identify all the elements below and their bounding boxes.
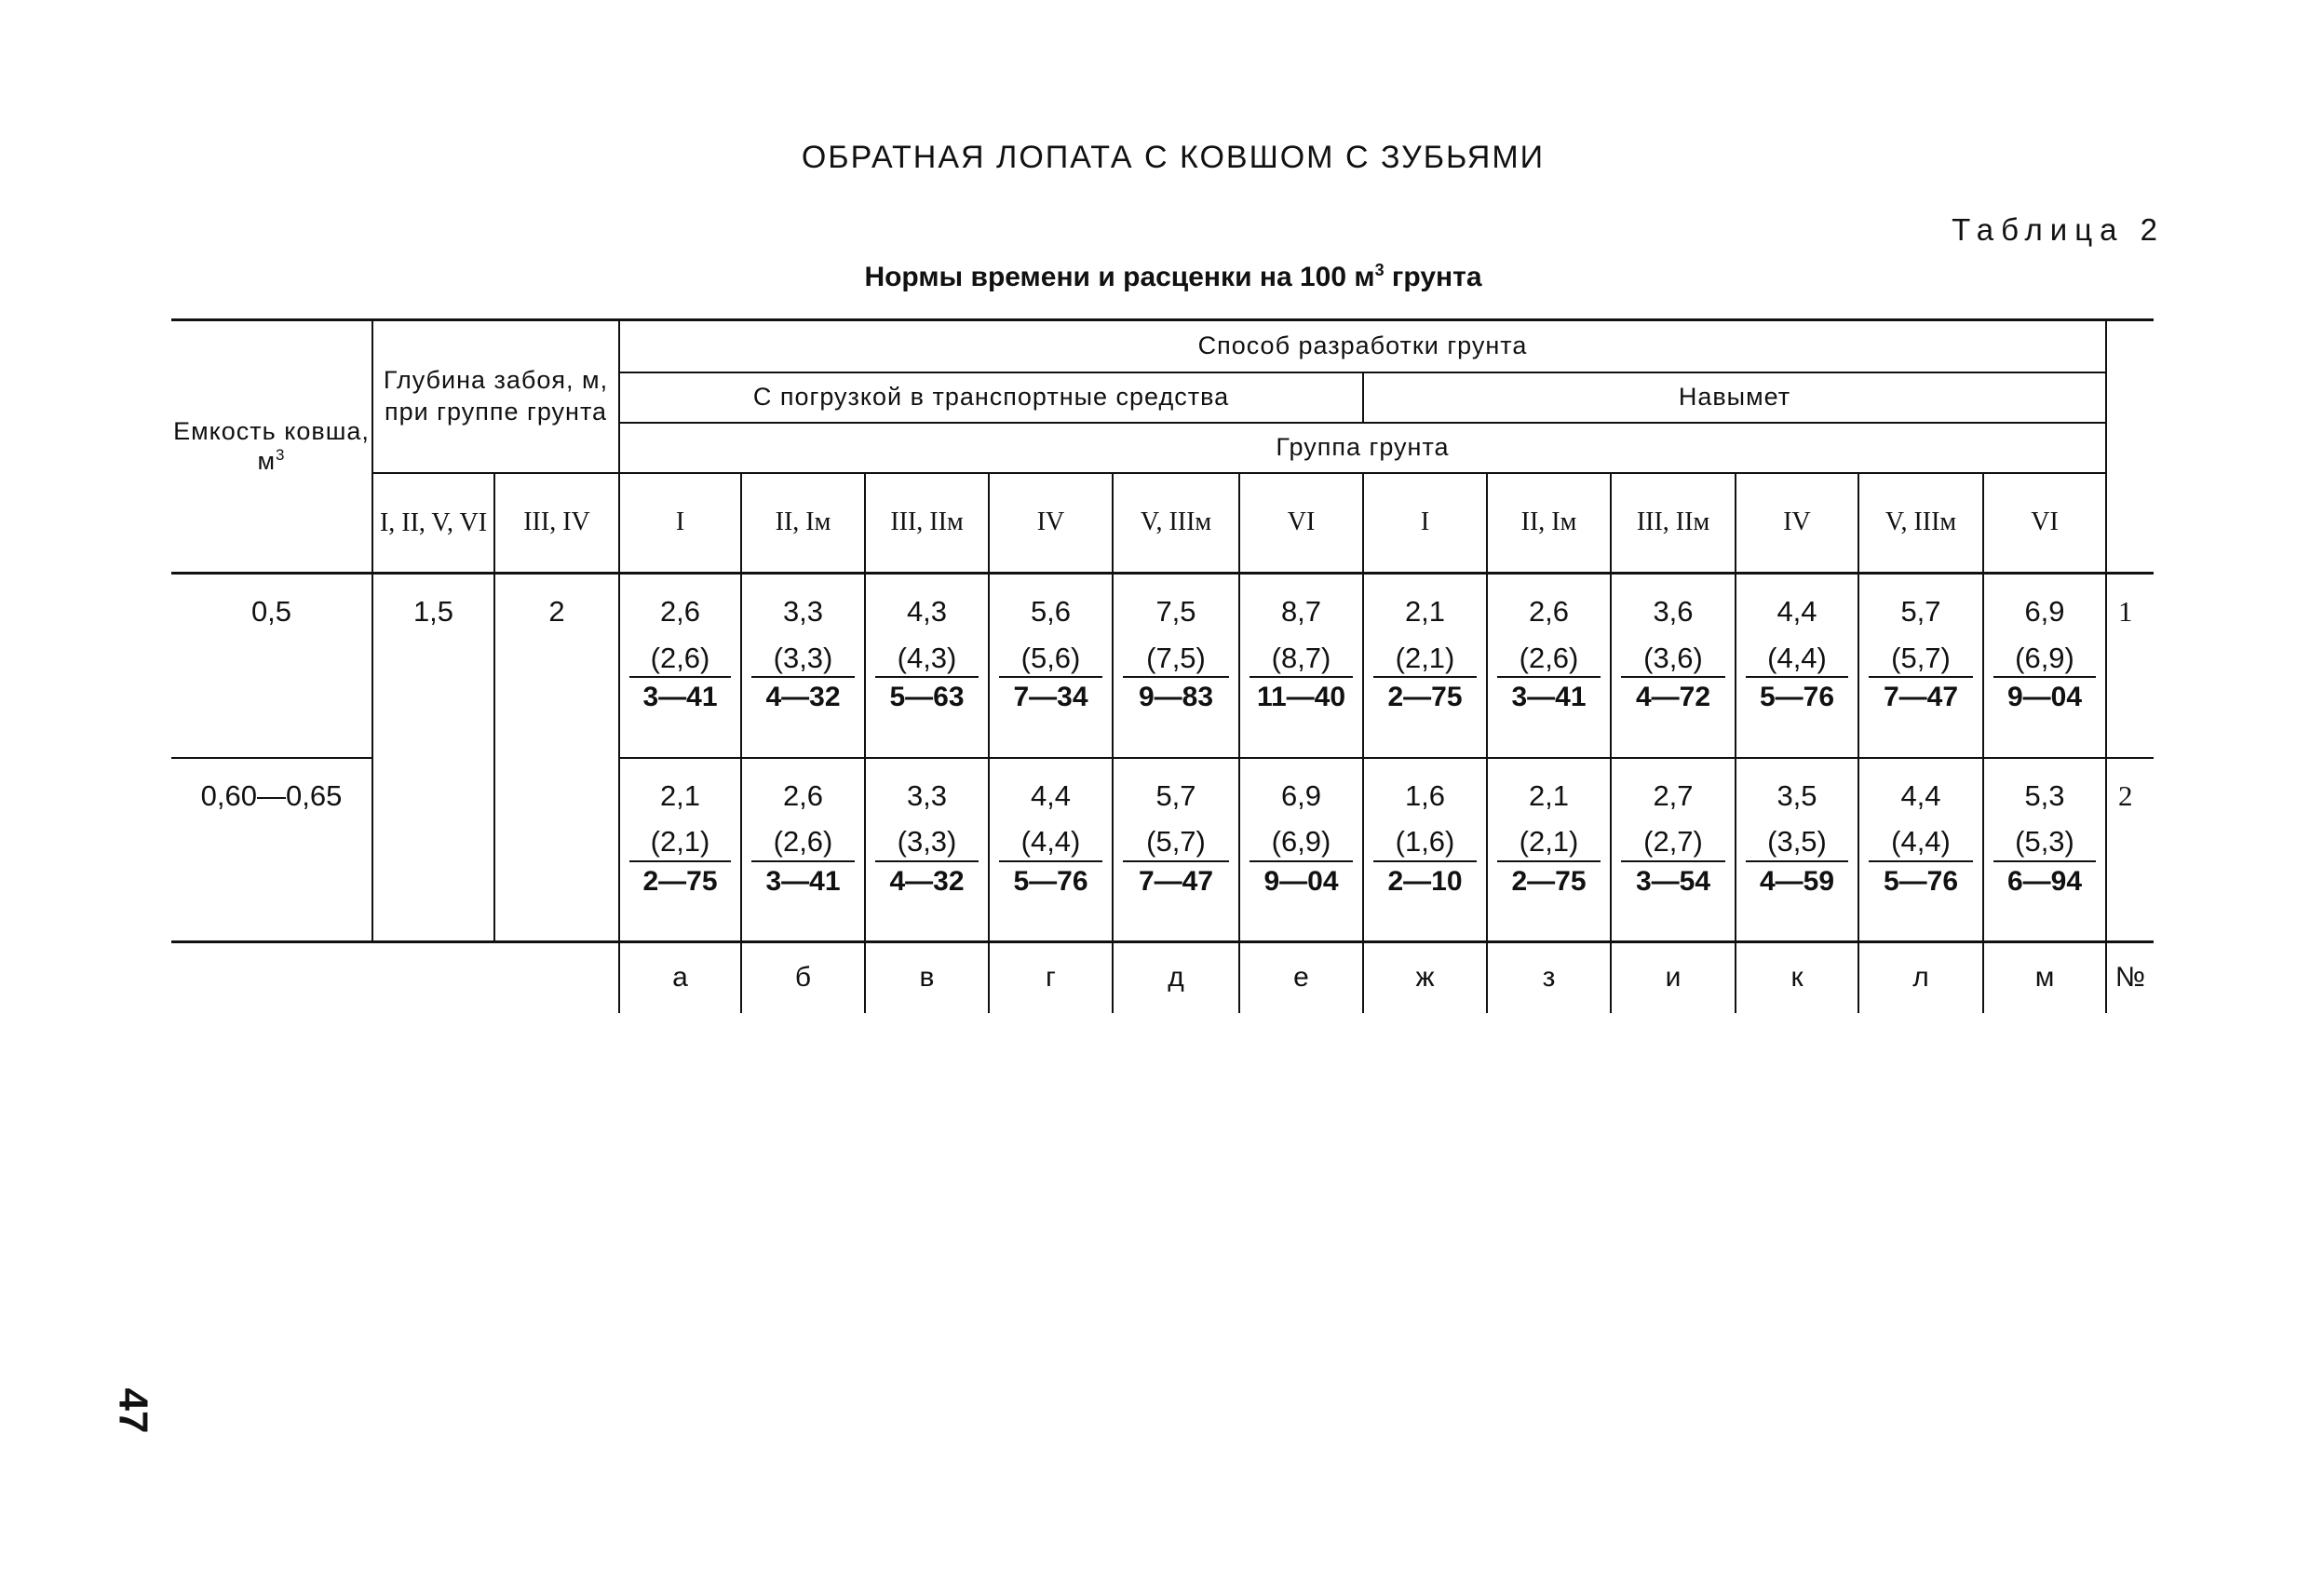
rate: 7—47 xyxy=(1138,865,1214,897)
time-norm-alt: (2,6) xyxy=(629,642,731,679)
soil-group-header: Группа грунта xyxy=(619,423,2106,473)
column-letter: м xyxy=(1983,942,2106,1013)
rate: 3—54 xyxy=(1635,865,1711,897)
method-header: Способ разработки грунта xyxy=(619,320,2106,372)
depth-col-1-header: I, II, V, VI xyxy=(372,473,494,574)
rate: 2—75 xyxy=(642,865,718,897)
capacity-cell: 0,5 xyxy=(171,574,372,758)
time-norm: 2,6 xyxy=(659,595,701,628)
loading-header: С погрузкой в транспортные средства xyxy=(619,372,1363,423)
capacity-cell: 0,60—0,65 xyxy=(171,758,372,942)
page-title: ОБРАТНАЯ ЛОПАТА С КОВШОМ С ЗУБЬЯМИ xyxy=(801,140,1546,175)
time-norm-alt: (4,3) xyxy=(875,642,979,679)
time-norm: 3,3 xyxy=(906,778,948,812)
rate: 4—32 xyxy=(889,865,965,897)
rate: 6—94 xyxy=(2006,865,2083,897)
rate: 11—40 xyxy=(1256,682,1346,713)
time-norm: 7,5 xyxy=(1155,595,1196,628)
table-label: Таблица 2 xyxy=(1952,212,2165,247)
rate: 3—41 xyxy=(1511,682,1587,713)
time-norm: 2,1 xyxy=(659,778,701,812)
rate: 2—10 xyxy=(1387,865,1463,897)
rate: 2—75 xyxy=(1387,682,1463,713)
rate: 4—72 xyxy=(1635,682,1711,713)
depth-col-2-header: III, IV xyxy=(494,473,619,574)
time-norm: 5,7 xyxy=(1900,595,1941,628)
subtitle-superscript: 3 xyxy=(1374,261,1385,279)
time-norm-alt: (2,1) xyxy=(1373,642,1477,679)
group-header-7: I xyxy=(1363,473,1487,574)
depth-header: Глубина забоя, м, при группе грунта xyxy=(372,320,619,473)
rate: 9—04 xyxy=(2006,682,2083,713)
time-norm-alt: (1,6) xyxy=(1373,825,1477,862)
rate: 5—76 xyxy=(1759,682,1835,713)
norms-table xyxy=(171,318,2154,1013)
group-header-8: II, Iм xyxy=(1487,473,1611,574)
group-header-6: VI xyxy=(1239,473,1363,574)
time-norm: 1,6 xyxy=(1404,778,1446,812)
column-letter: ж xyxy=(1363,942,1487,1013)
norm-cell xyxy=(741,574,865,758)
time-norm: 2,6 xyxy=(1528,595,1570,628)
rate: 5—63 xyxy=(889,682,965,713)
time-norm: 2,7 xyxy=(1653,778,1694,812)
rate: 9—04 xyxy=(1263,865,1339,897)
time-norm-alt: (2,6) xyxy=(751,825,855,862)
norm-cell xyxy=(865,758,989,942)
time-norm: 4,3 xyxy=(906,595,948,628)
time-norm-alt: (7,5) xyxy=(1123,642,1229,679)
norm-cell xyxy=(1487,574,1611,758)
time-norm-alt: (5,3) xyxy=(1993,825,2096,862)
time-norm: 3,6 xyxy=(1653,595,1694,628)
group-header-3: III, IIм xyxy=(865,473,989,574)
group-header-12: VI xyxy=(1983,473,2106,574)
time-norm-alt: (3,5) xyxy=(1746,825,1848,862)
time-norm: 5,6 xyxy=(1030,595,1072,628)
time-norm-alt: (2,1) xyxy=(629,825,731,862)
rate: 3—41 xyxy=(765,865,841,897)
time-norm: 2,1 xyxy=(1528,778,1570,812)
column-letter: в xyxy=(865,942,989,1013)
rate: 7—34 xyxy=(1013,682,1088,713)
capacity-header-sup: 3 xyxy=(276,446,286,464)
time-norm-alt: (6,9) xyxy=(1993,642,2096,679)
norm-cell xyxy=(1487,758,1611,942)
time-norm-alt: (5,7) xyxy=(1869,642,1973,679)
column-letter: д xyxy=(1113,942,1239,1013)
letters-spacer xyxy=(494,942,619,1013)
unload-header: Навымет xyxy=(1363,372,2106,423)
norm-cell xyxy=(619,758,741,942)
group-header-5: V, IIIм xyxy=(1113,473,1239,574)
column-letter: б xyxy=(741,942,865,1013)
norm-cell xyxy=(1858,758,1983,942)
time-norm: 4,4 xyxy=(1030,778,1072,812)
group-header-11: V, IIIм xyxy=(1858,473,1983,574)
norm-cell xyxy=(1983,574,2106,758)
time-norm-alt: (4,4) xyxy=(1746,642,1848,679)
norm-cell xyxy=(989,758,1113,942)
time-norm: 6,9 xyxy=(2024,595,2065,628)
norm-cell xyxy=(1611,758,1736,942)
rate: 7—47 xyxy=(1883,682,1959,713)
column-letter: а xyxy=(619,942,741,1013)
time-norm-alt: (3,3) xyxy=(751,642,855,679)
time-norm: 8,7 xyxy=(1280,595,1322,628)
column-letter: л xyxy=(1858,942,1983,1013)
norm-cell xyxy=(619,574,741,758)
capacity-header-text: Емкость ковша, м xyxy=(173,416,370,475)
row-number: 1 xyxy=(2106,574,2154,758)
column-letter: е xyxy=(1239,942,1363,1013)
time-norm: 5,3 xyxy=(2024,778,2065,812)
norm-cell xyxy=(1363,574,1487,758)
table-row xyxy=(171,574,2154,758)
time-norm-alt: (5,6) xyxy=(999,642,1102,679)
time-norm: 4,4 xyxy=(1900,778,1941,812)
norm-cell xyxy=(1611,574,1736,758)
time-norm-alt: (2,1) xyxy=(1497,825,1601,862)
time-norm: 2,6 xyxy=(782,778,824,812)
capacity-header xyxy=(171,320,372,574)
group-header-1: I xyxy=(619,473,741,574)
norm-cell xyxy=(1858,574,1983,758)
depth-2-cell xyxy=(494,758,619,942)
depth-1-cell: 1,5 xyxy=(372,574,494,758)
rate: 5—76 xyxy=(1013,865,1088,897)
norm-cell xyxy=(741,758,865,942)
time-norm: 4,4 xyxy=(1776,595,1817,628)
column-letters-row xyxy=(171,942,2154,1013)
time-norm-alt: (8,7) xyxy=(1250,642,1353,679)
norm-cell xyxy=(989,574,1113,758)
group-header-2: II, Iм xyxy=(741,473,865,574)
column-letter: г xyxy=(989,942,1113,1013)
header-spacer xyxy=(2106,320,2154,574)
depth-1-cell xyxy=(372,758,494,942)
letters-spacer xyxy=(171,942,372,1013)
norm-cell xyxy=(1736,758,1858,942)
time-norm-alt: (3,6) xyxy=(1621,642,1725,679)
table-row xyxy=(171,758,2154,942)
time-norm-alt: (4,4) xyxy=(1869,825,1973,862)
rate: 4—32 xyxy=(765,682,841,713)
time-norm-alt: (3,3) xyxy=(875,825,979,862)
norm-cell xyxy=(1113,758,1239,942)
column-letter: з xyxy=(1487,942,1611,1013)
norm-cell xyxy=(865,574,989,758)
time-norm-alt: (2,6) xyxy=(1497,642,1601,679)
table-subtitle xyxy=(559,261,1788,293)
subtitle-text: Нормы времени и расценки на 100 м xyxy=(864,262,1375,292)
time-norm: 6,9 xyxy=(1280,778,1322,812)
column-letter: к xyxy=(1736,942,1858,1013)
time-norm: 5,7 xyxy=(1155,778,1196,812)
depth-2-cell: 2 xyxy=(494,574,619,758)
letters-spacer xyxy=(372,942,494,1013)
group-header-9: III, IIм xyxy=(1611,473,1736,574)
time-norm-alt: (6,9) xyxy=(1250,825,1353,862)
norm-cell xyxy=(1736,574,1858,758)
row-number: 2 xyxy=(2106,758,2154,942)
rate: 4—59 xyxy=(1759,865,1835,897)
time-norm-alt: (2,7) xyxy=(1621,825,1725,862)
time-norm-alt: (5,7) xyxy=(1123,825,1229,862)
column-letter: и xyxy=(1611,942,1736,1013)
group-header-10: IV xyxy=(1736,473,1858,574)
norm-cell xyxy=(1983,758,2106,942)
time-norm: 2,1 xyxy=(1404,595,1446,628)
norm-cell xyxy=(1239,574,1363,758)
time-norm: 3,5 xyxy=(1776,778,1817,812)
rate: 2—75 xyxy=(1511,865,1587,897)
norm-cell xyxy=(1239,758,1363,942)
rate: 5—76 xyxy=(1883,865,1959,897)
norm-cell xyxy=(1363,758,1487,942)
subtitle-tail: грунта xyxy=(1384,262,1482,292)
page-number: 47 xyxy=(110,1387,156,1434)
time-norm: 3,3 xyxy=(782,595,824,628)
group-header-4: IV xyxy=(989,473,1113,574)
rate: 9—83 xyxy=(1138,682,1214,713)
rate: 3—41 xyxy=(642,682,718,713)
time-norm-alt: (4,4) xyxy=(999,825,1102,862)
norm-cell xyxy=(1113,574,1239,758)
number-sign: № xyxy=(2114,962,2146,993)
